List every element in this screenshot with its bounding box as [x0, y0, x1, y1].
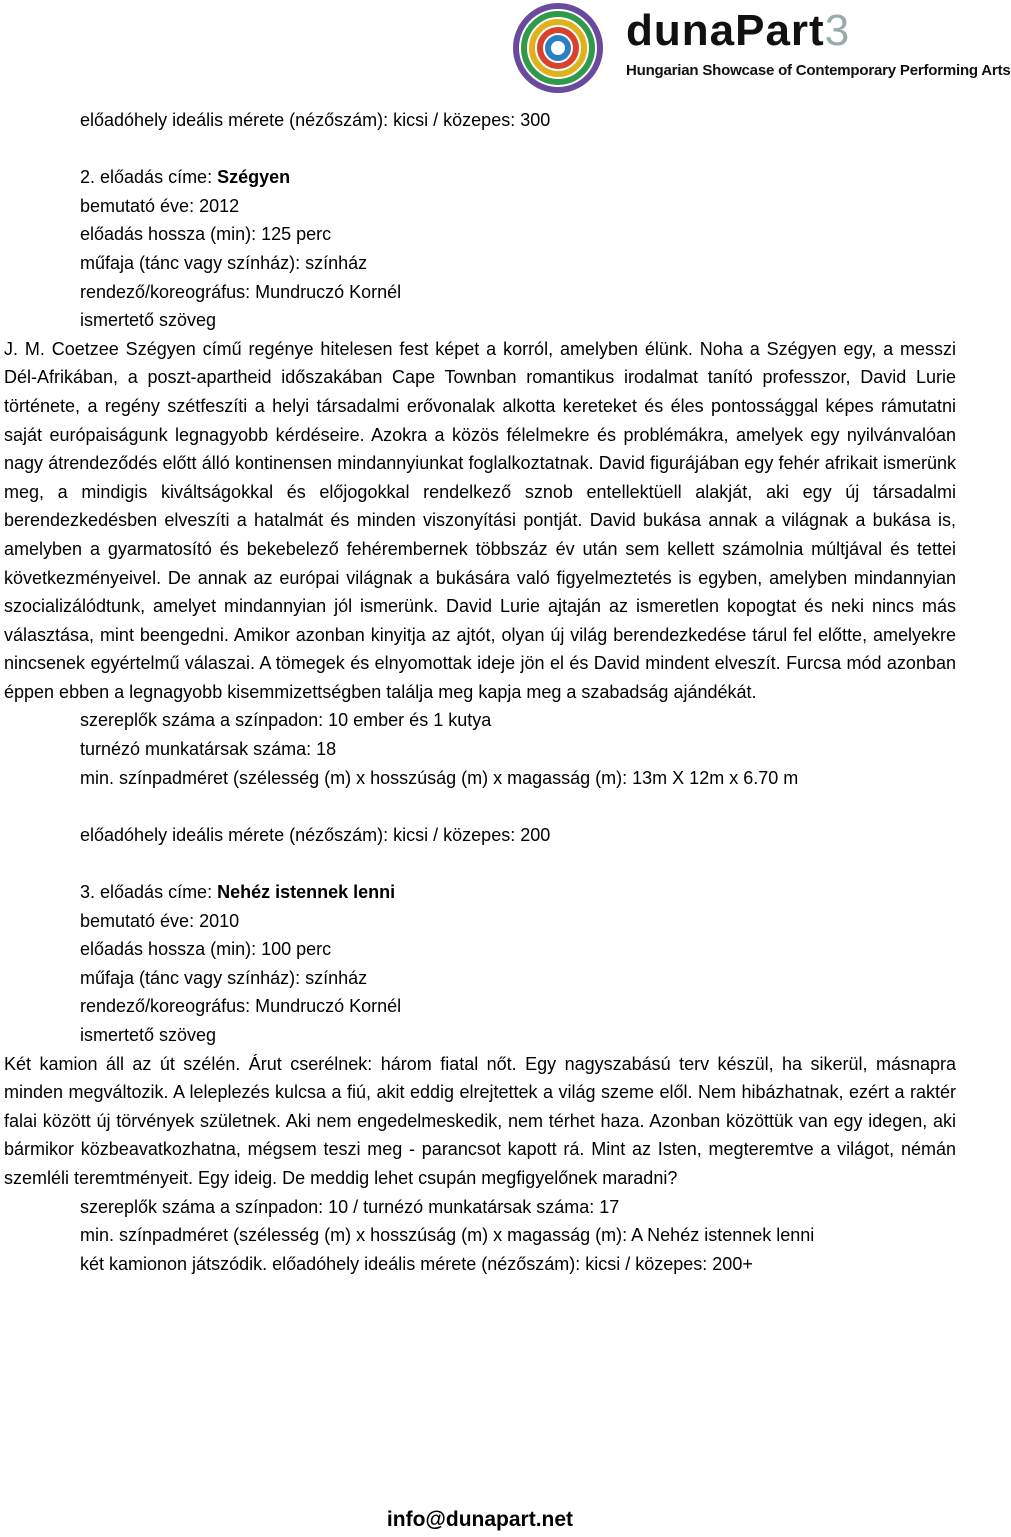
show3-description: Két kamion áll az út szélén. Árut cserélnek: három fiatal nőt. Egy nagyszabású terv készül, ha sikerül, másnapra minden megváltozik. A leleplezés kulcsa a fiú, akit eddig elrejtettek a világ szeme elől. Nem hibázhatnak, ezért a raktér falai között új törvények születnek. Aki nem engedelmeskedik, nem térhet haza. Azonban közöttük van egy idegen, aki bármikor közbeavatkozhatna, mégsem teszi meg - parancsot kapott rá. Mint az Isten, megteremtve a világot, némán szemléli teremtményeit. Egy ideig. De meddig lehet csupán megfigyelőnek maradni?: [4, 1053, 956, 1188]
spacer: [0, 792, 960, 821]
show2-description: J. M. Coetzee Szégyen című regénye hitelesen fest képet a korról, amelyben élünk. Noha a Szégyen egy, a messzi Dél-Afrikában, a poszt-apartheid időszakában Cape Townban romantikus irodalmat tanító professzor, David Lurie története, a regény szétfeszíti a helyi társadalmi erővonalak alkotta kereteket és éles pontossággal képes rámutatni saját európaiságunk legnagyobb kérdéseire. Azokra a közös félelmekre és problémákra, amelyek egy nyilvánvalóan nagy átrendeződés előtt álló kontinensen mindannyiunkat foglalkoztatnak. David figurájában egy fehér afrikait ismerünk meg, a mindigis kiváltságokkal és előjogokkal rendelkező sznob entellektüell alakját, aki egy új társadalmi berendezkedésben elveszíti a hatalmát és minden viszonyítási pontját. David bukása annak a világnak a bukása is, amelyben a gyarmatosító és bekebelező fehérembernek többszáz év után sem kellett számolnia múltjával és tettei következményeivel. De annak az európai világnak a bukására való figyelmeztetés is egyben, amelyben mindannyian szocializálódtunk, amelyet mindannyian jól ismerünk. David Lurie ajtaján az ismeretlen kopogtat és neki nincs más választása, mint beengedni. Amikor azonban kinyitja az ajtót, olyan új világ berendezkedése tárul fel előtte, amelyekre nincsenek egyértelmű válaszai. A tömegek és elnyomottak ideje jön el és David mindent elveszít. Furcsa mód azonban éppen ebben a legnagyobb kisemmizettségben találja meg kapja meg a szabadság ajándékát.: [4, 338, 956, 702]
show2-director: rendező/koreográfus: Mundruczó Kornél: [80, 281, 402, 302]
show2-venue-size: előadóhely ideális mérete (nézőszám): kicsi / közepes: 200: [80, 824, 551, 845]
venue-size-line: előadóhely ideális mérete (nézőszám): kicsi / közepes: 300: [80, 110, 551, 130]
show3-stage-size: min. színpadméret (szélesség (m) x hosszúság (m) x magasság (m): A Nehéz istennek lenni: [80, 1225, 815, 1246]
logo-subtitle: Hungarian Showcase of Contemporary Performing Arts: [626, 62, 1011, 79]
show2-year: bemutató éve: 2012: [80, 195, 240, 216]
show2-crew: turnézó munkatársak száma: 18: [80, 739, 337, 760]
spacer: [0, 135, 960, 164]
show2-title: Szégyen: [217, 167, 291, 188]
logo-ring-icon: [502, 0, 614, 100]
dunapart-logo: [502, 0, 1011, 100]
show3-title-line: 3. előadás címe: Nehéz istennek lenni: [80, 882, 396, 903]
show2-genre: műfaja (tánc vagy színház): színház: [80, 252, 368, 273]
document-body: [0, 106, 960, 1278]
show2-cast: szereplők száma a színpadon: 10 ember és 1 kutya: [80, 710, 492, 731]
show2-description-label: ismertető szöveg: [80, 310, 217, 331]
logo-wordmark: dunaPart3: [626, 6, 851, 55]
show3-title: Nehéz istennek lenni: [217, 882, 396, 903]
show2-duration: előadás hossza (min): 125 perc: [80, 224, 332, 245]
show3-genre: műfaja (tánc vagy színház): színház: [80, 967, 368, 988]
show3-year: bemutató éve: 2010: [80, 910, 240, 931]
show3-duration: előadás hossza (min): 100 perc: [80, 939, 332, 960]
show3-description-label: ismertető szöveg: [80, 1025, 217, 1045]
show3-venue-size: két kamionon játszódik. előadóhely ideális mérete (nézőszám): kicsi / közepes: 200+: [80, 1253, 753, 1274]
spacer: [0, 849, 960, 878]
show3-director: rendező/koreográfus: Mundruczó Kornél: [80, 996, 402, 1017]
show2-title-line: 2. előadás címe: Szégyen: [80, 167, 291, 188]
show3-cast-crew: szereplők száma a színpadon: 10 / turnézó munkatársak száma: 17: [80, 1196, 620, 1217]
show2-stage-size: min. színpadméret (szélesség (m) x hosszúság (m) x magasság (m): 13m X 12m x 6.70 m: [80, 767, 799, 788]
footer-email: info@dunapart.net: [386, 1508, 574, 1531]
